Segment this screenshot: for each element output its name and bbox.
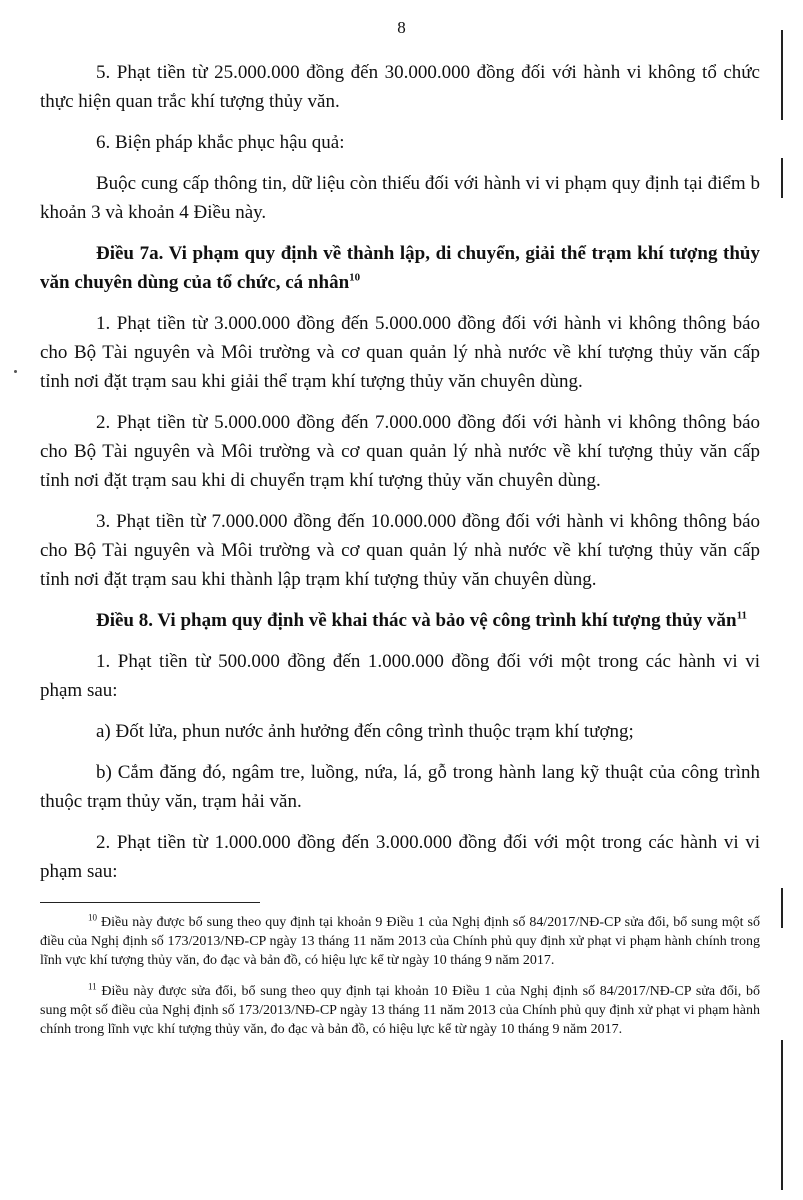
paragraph-text: a) Đốt lửa, phun nước ảnh hưởng đến công trình thuộc trạm khí tượng;: [96, 721, 634, 742]
article-8-point-b: [40, 758, 760, 816]
paragraph-text: 5. Phạt tiền từ 25.000.000 đồng đến 30.000.000 đồng đối với hành vi không tổ chức thực hiện quan trắc khí tượng thủy văn.: [40, 62, 760, 112]
paragraph-text: 2. Phạt tiền từ 1.000.000 đồng đến 3.000.000 đồng đối với một trong các hành vi vi phạm sau:: [40, 832, 760, 882]
heading-text: Điều 8. Vi phạm quy định về khai thác và bảo vệ công trình khí tượng thủy văn: [96, 610, 737, 631]
footnote-ref-11: 11: [736, 609, 748, 622]
footnote-mark: 11: [88, 981, 97, 992]
article-8-point-a: [40, 717, 760, 746]
article-8-heading: [40, 606, 760, 635]
clause-6: [40, 128, 760, 157]
heading-text: Điều 7a. Vi phạm quy định về thành lập, di chuyển, giải thể trạm khí tượng thủy văn chuyên dùng của tổ chức, cá nhân: [40, 243, 760, 293]
clause-5: [40, 58, 760, 116]
scan-edge-line: [781, 1040, 783, 1190]
footnote-mark: 10: [88, 912, 97, 923]
article-8-clause-2: [40, 828, 760, 886]
footnote-11: [40, 982, 760, 1039]
paragraph-text: Buộc cung cấp thông tin, dữ liệu còn thiếu đối với hành vi vi phạm quy định tại điểm b khoản 3 và khoản 4 Điều này.: [40, 173, 760, 223]
article-7a-clause-1: [40, 309, 760, 396]
article-7a-clause-3: [40, 507, 760, 594]
page-body: [40, 58, 760, 1051]
scan-speck: [14, 370, 17, 373]
paragraph-text: 3. Phạt tiền từ 7.000.000 đồng đến 10.000.000 đồng đối với hành vi không thông báo cho Bộ Tài nguyên và Môi trường và cơ quan quản lý nhà nước về khí tượng thủy văn cấp tỉnh nơi đặt trạm sau khi thành lập trạm khí tượng thủy văn chuyên dùng.: [40, 511, 760, 590]
paragraph-text: 2. Phạt tiền từ 5.000.000 đồng đến 7.000.000 đồng đối với hành vi không thông báo cho Bộ Tài nguyên và Môi trường và cơ quan quản lý nhà nước về khí tượng thủy văn cấp tỉnh nơi đặt trạm sau khi di chuyển trạm khí tượng thủy văn chuyên dùng.: [40, 412, 760, 491]
footnote-10: [40, 913, 760, 970]
scan-edge-line: [781, 30, 783, 120]
article-8-clause-1: [40, 647, 760, 705]
page-number: 8: [397, 18, 406, 37]
scan-edge-line: [781, 888, 783, 928]
paragraph-text: 1. Phạt tiền từ 500.000 đồng đến 1.000.000 đồng đối với một trong các hành vi vi phạm sau:: [40, 651, 760, 701]
paragraph-text: 1. Phạt tiền từ 3.000.000 đồng đến 5.000.000 đồng đối với hành vi không thông báo cho Bộ Tài nguyên và Môi trường và cơ quan quản lý nhà nước về khí tượng thủy văn cấp tỉnh nơi đặt trạm sau khi giải thể trạm khí tượng thủy văn chuyên dùng.: [40, 313, 760, 392]
article-7a-clause-2: [40, 408, 760, 495]
paragraph-text: 6. Biện pháp khắc phục hậu quả:: [96, 132, 345, 153]
footnote-text: Điều này được bổ sung theo quy định tại khoản 9 Điều 1 của Nghị định số 84/2017/NĐ-CP sửa đổi, bổ sung một số điều của Nghị định số 173/2013/NĐ-CP ngày 13 tháng 11 năm 2013 của Chính phủ quy định xử phạt vi phạm hành chính trong lĩnh vực khí tượng thủy văn, đo đạc và bản đồ, có hiệu lực kể từ ngày 10 tháng 9 năm 2017.: [40, 915, 760, 968]
footnote-text: Điều này được sửa đổi, bổ sung theo quy định tại khoản 10 Điều 1 của Nghị định số 84/2017/NĐ-CP sửa đổi, bổ sung một số điều của Nghị định số 173/2013/NĐ-CP ngày 13 tháng 11 năm 2013 của Chính phủ quy định xử phạt vi phạm hành chính trong lĩnh vực khí tượng thủy văn, đo đạc và bản đồ, có hiệu lực kể từ ngày 10 tháng 9 năm 2017.: [40, 984, 760, 1037]
scan-edge-line: [781, 158, 783, 198]
remedy-paragraph: [40, 169, 760, 227]
paragraph-text: b) Cắm đăng đó, ngâm tre, luồng, nứa, lá, gỗ trong hành lang kỹ thuật của công trình thuộc trạm thủy văn, trạm hải văn.: [40, 762, 760, 812]
footnote-separator: [40, 902, 260, 903]
article-7a-heading: [40, 239, 760, 297]
footnote-ref-10: 10: [349, 271, 361, 284]
